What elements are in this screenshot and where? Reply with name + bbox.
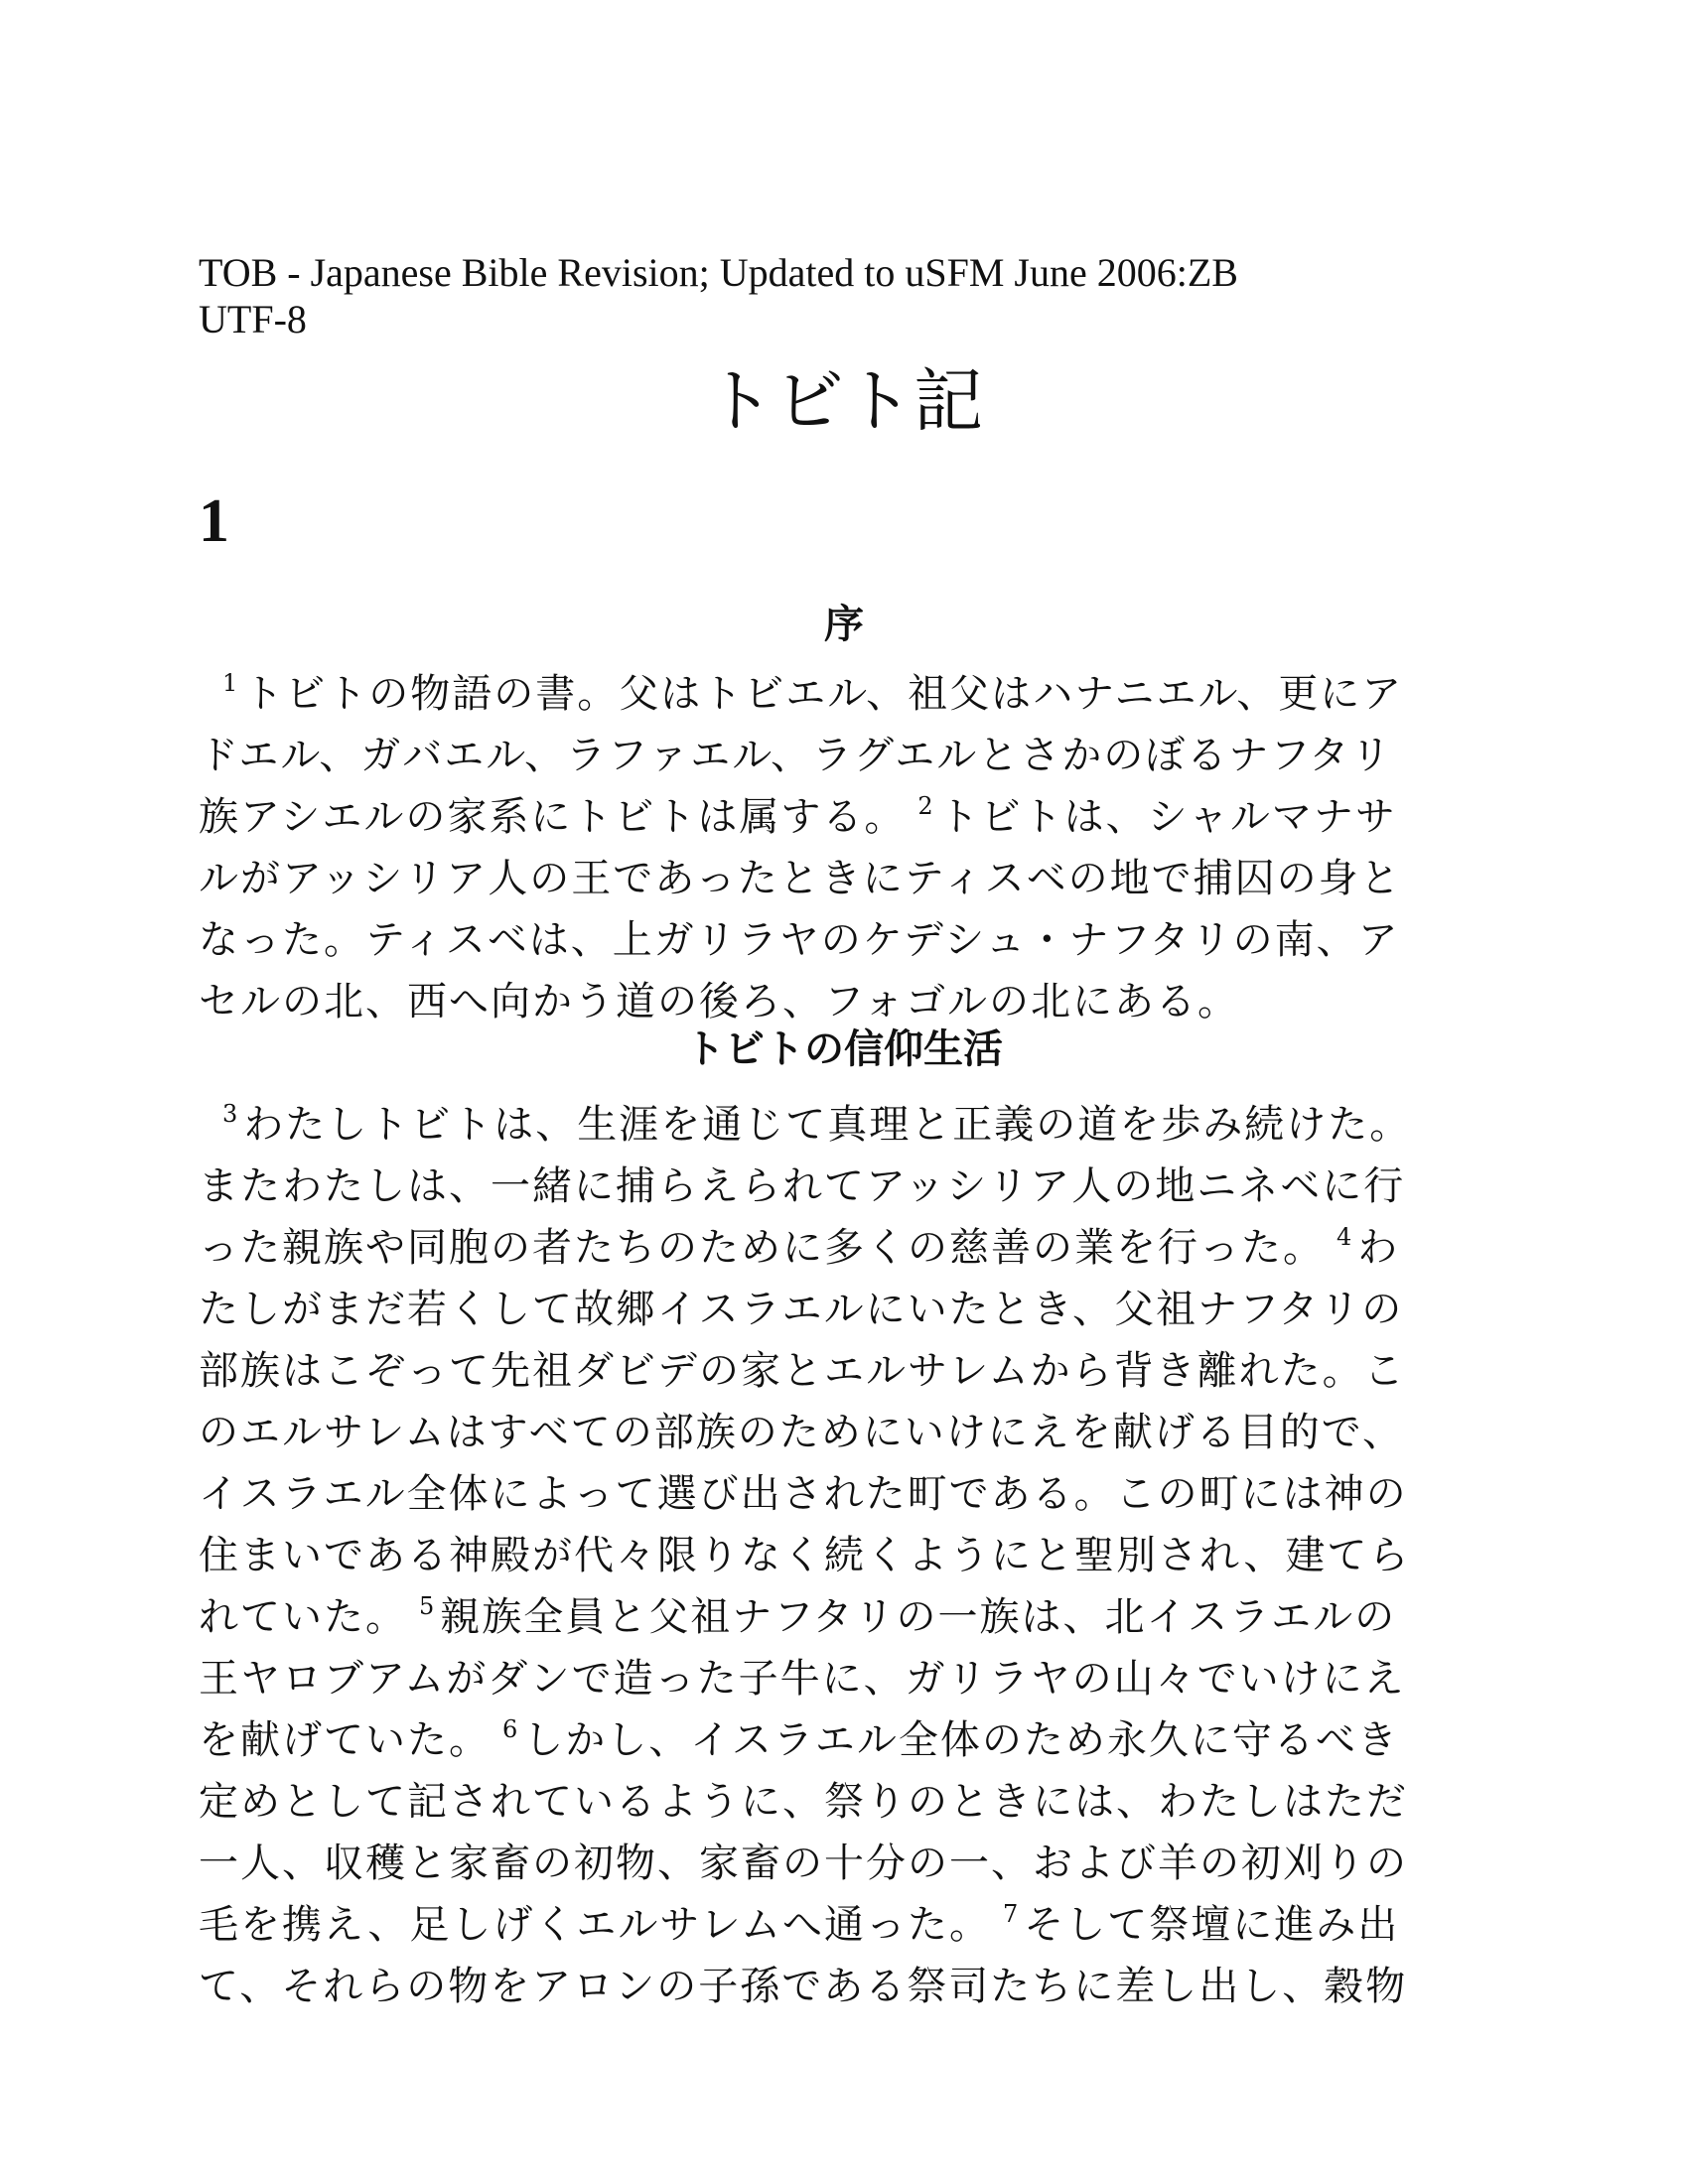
verse-text: った親族や同胞の者たちのために多くの慈善の業を行った。 — [199, 1225, 1325, 1271]
verse-text: わたしトビトは、生涯を通じて真理と正義の道を歩み続けた。 — [243, 1102, 1412, 1148]
verse-text: のエルサレムはすべての部族のためにいけにえを献げる目的で、 — [199, 1410, 1404, 1455]
verse-text: 部族はこぞって先祖ダビデの家とエルサレムから背き離れた。こ — [199, 1348, 1406, 1394]
text-line — [199, 1956, 1489, 2017]
verse-text: て、それらの物をアロンの子孫である祭司たちに差し出し、穀物 — [199, 1964, 1408, 2009]
verse-text: 親族全員と父祖ナフタリの一族は、北イスラエルの — [440, 1594, 1397, 1640]
text-line — [199, 1771, 1489, 1833]
text-line — [199, 1894, 1489, 1956]
verse-text: しかし、イスラエル全体のため永久に守るべき — [523, 1717, 1399, 1763]
source-header: TOB - Japanese Bible Revision; Updated to uSFM June 2006:ZB — [199, 250, 1238, 295]
verse-number: 1 — [222, 669, 238, 697]
verse-text: 定めとして記されているように、祭りのときには、わたしはただ — [199, 1779, 1408, 1825]
verse-text: 一人、収穫と家畜の初物、家畜の十分の一、および羊の初刈りの — [199, 1841, 1408, 1886]
text-line — [199, 1648, 1489, 1709]
verse-text: ルがアッシリア人の王であったときにティスベの地で捕囚の身と — [199, 856, 1402, 901]
verse-text: たしがまだ若くして故郷イスラエルにいたとき、父祖ナフタリの — [199, 1287, 1404, 1332]
verse-text: またわたしは、一緒に捕らえられてアッシリア人の地ニネベに行 — [199, 1163, 1406, 1209]
text-line — [199, 1586, 1489, 1648]
verse-number: 2 — [917, 792, 933, 820]
verse-text: 毛を携え、足しげくエルサレムへ通った。 — [199, 1902, 991, 1948]
verse-text: そして祭壇に進み出 — [1024, 1902, 1400, 1948]
chapter-number: 1 — [199, 487, 229, 555]
text-line — [199, 1525, 1489, 1586]
verse-text: トビトの物語の書。父はトビエル、祖父はハナニエル、更にア — [243, 671, 1404, 717]
verse-text: イスラエル全体によって選び出された町である。この町には神の — [199, 1471, 1408, 1517]
verse-text: 王ヤロブアムがダンで造った子牛に、ガリラヤの山々でいけにえ — [199, 1656, 1406, 1702]
verse-text: 住まいである神殿が代々限りなく続くようにと聖別され、建てら — [199, 1533, 1411, 1578]
text-line — [199, 725, 1489, 786]
text-line — [199, 1156, 1489, 1217]
text-line — [199, 1217, 1489, 1279]
verse-text: を献げていた。 — [199, 1717, 491, 1763]
verse-number: 7 — [1003, 1900, 1019, 1928]
book-title: トビト記 — [705, 360, 983, 442]
verse-text: セルの北、西へ向かう道の後ろ、フォゴルの北にある。 — [199, 979, 1239, 1024]
encoding-label: UTF-8 — [199, 297, 307, 341]
text-line — [199, 1709, 1489, 1771]
verse-text: ドエル、ガバエル、ラファエル、ラグエルとさかのぼるナフタリ — [199, 733, 1393, 778]
verse-number: 3 — [222, 1100, 238, 1128]
text-line — [199, 971, 1489, 1032]
verse-text: わ — [1357, 1225, 1400, 1271]
text-line — [199, 1833, 1489, 1894]
text-line — [199, 1402, 1489, 1463]
paragraph — [199, 663, 1489, 1032]
verse-text: 族アシエルの家系にトビトは属する。 — [199, 794, 907, 840]
section-heading: 序 — [824, 601, 864, 647]
text-line — [199, 1340, 1489, 1402]
verse-number: 6 — [502, 1715, 518, 1743]
paragraph — [199, 1094, 1489, 2017]
section-heading: トビトの信仰生活 — [685, 1025, 1003, 1072]
verse-text: れていた。 — [199, 1594, 407, 1640]
text-line — [199, 1094, 1489, 1156]
text-line — [199, 848, 1489, 909]
text-line — [199, 1463, 1489, 1525]
verse-text: トビトは、シャルマナサ — [938, 794, 1397, 840]
verse-number: 5 — [419, 1592, 435, 1620]
text-line — [199, 1279, 1489, 1340]
text-line — [199, 909, 1489, 971]
verse-number: 4 — [1336, 1223, 1352, 1251]
text-line — [199, 786, 1489, 848]
text-line — [199, 663, 1489, 725]
verse-text: なった。ティスベは、上ガリラヤのケデシュ・ナフタリの南、ア — [199, 917, 1400, 963]
